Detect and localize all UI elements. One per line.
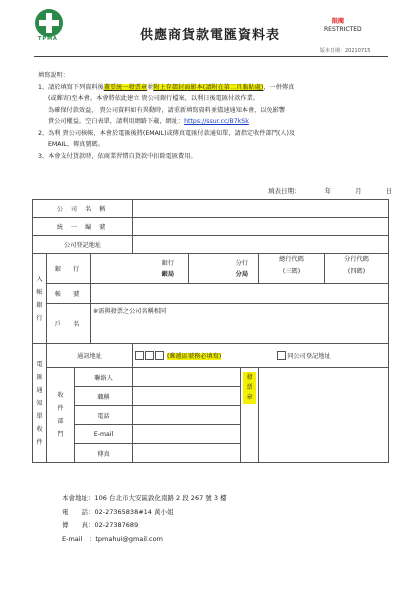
recv-char-4: 門	[57, 431, 64, 438]
account-name-label: 戶 名	[47, 304, 91, 344]
logo-text: TPMA	[38, 36, 58, 42]
email-label: E-mail	[75, 425, 133, 444]
company-name-field[interactable]	[133, 200, 389, 218]
branch-bureau-label: 分局	[235, 270, 249, 278]
download-link[interactable]: https://ssur.cc/B7kSk	[184, 118, 249, 125]
recv-char-1: 收	[57, 392, 64, 399]
notice-section-label	[33, 344, 47, 463]
invoice-stamp-label	[243, 372, 256, 404]
restricted-en: RESTRICTED	[324, 26, 362, 33]
note-1-highlight-stamp: 蓋妥統一發票章	[103, 83, 148, 91]
company-name-label: 公 司 名 稱	[33, 200, 133, 218]
branch-name-field[interactable]	[189, 254, 259, 284]
stamp-char-1: 發	[246, 374, 253, 381]
phone-label: 電話	[75, 406, 133, 425]
account-char-3: 銀	[36, 301, 43, 309]
job-title-label: 職稱	[75, 387, 133, 406]
account-name-note: ※需與發票之公司名稱相同	[93, 308, 167, 315]
note-1-line-1	[38, 82, 388, 94]
note-1-number: 1、	[38, 83, 49, 91]
email-field[interactable]	[133, 425, 241, 444]
remittance-form	[32, 199, 389, 463]
tax-id-field[interactable]	[133, 218, 389, 236]
bank-code-label: 總行代碼	[279, 256, 304, 263]
account-char-1: 入	[36, 275, 43, 283]
fill-date	[268, 186, 392, 195]
branch-col-label: 分行	[235, 259, 249, 267]
instructions-heading: 填寫說明：	[38, 72, 69, 79]
stamp-char-2: 票	[246, 384, 253, 391]
account-section-label	[33, 254, 47, 344]
note-1-text-a: 請於填寫下列資料後	[48, 83, 104, 91]
bank-label: 銀 行	[47, 254, 91, 284]
fax-field[interactable]	[133, 444, 241, 463]
footer-fax: 傳 真：02-27387689	[62, 521, 139, 529]
account-no-label: 帳 號	[47, 284, 91, 304]
zip-note: (郵遞區號務必填寫)	[167, 352, 222, 360]
bank-bureau-label: 銀局	[161, 270, 175, 278]
notice-char-1: 電	[36, 360, 43, 368]
stamp-char-3: 章	[246, 394, 253, 401]
tax-id-label: 統 一 編 號	[33, 218, 133, 236]
zip-box-1[interactable]	[135, 351, 144, 360]
zip-box-3[interactable]	[155, 351, 164, 360]
note-1-highlight-passbook: 附上存摺封面影本(請附在第二頁黏貼處)	[153, 83, 264, 91]
version-date: 版本日期：20210715	[320, 48, 371, 54]
mail-address-label: 通訊地址	[47, 344, 133, 368]
reg-address-field[interactable]	[133, 236, 389, 254]
recv-char-2: 件	[57, 405, 64, 412]
recv-char-3: 部	[57, 418, 64, 425]
phone-field[interactable]	[133, 406, 241, 425]
contact-info	[62, 492, 227, 546]
note-1-line-2: (或郵寄)至本會。本會將依此建立 貴公司銀行檔案，以利日後電匯付款作業。	[48, 95, 259, 102]
note-1-text-c: ，一併傳真	[263, 83, 295, 91]
restricted-label	[324, 18, 362, 34]
job-title-field[interactable]	[133, 387, 241, 406]
fill-date-month: 月	[355, 187, 362, 195]
branch-code-field[interactable]	[325, 254, 389, 284]
note-1-text-b: 並	[147, 83, 154, 91]
page-title: 供應商貨款電匯資料表	[139, 28, 280, 43]
fill-date-year: 年	[324, 187, 332, 195]
contact-label: 聯絡人	[75, 368, 133, 387]
reg-address-label: 公司登記地址	[33, 236, 133, 254]
same-as-reg-checkbox[interactable]	[277, 351, 286, 360]
recv-dept-label	[47, 368, 75, 463]
note-3-text: 本會支付貨款時，依商業習慣自貨款中扣除電匯費用。	[48, 152, 197, 160]
restricted-zh: 限閱	[332, 18, 345, 25]
bank-col-label: 銀行	[161, 259, 175, 267]
invoice-stamp-area[interactable]	[259, 368, 389, 463]
mail-address-field[interactable]	[133, 344, 389, 368]
branch-code-label: 分行代碼	[344, 256, 369, 263]
note-2-number: 2、	[38, 129, 49, 137]
account-no-field[interactable]	[91, 284, 389, 304]
note-1-text-download: 貴公司權益。空白表單，請利用網路下載，網址：	[48, 118, 185, 125]
note-1-line-4	[38, 116, 388, 128]
footer-tel: 電 話：02-27365838#14 黃小姐	[62, 507, 174, 516]
bank-name-field[interactable]	[91, 254, 189, 284]
footer-email: E-mail ：tpmahui@gmail.com	[62, 534, 163, 543]
note-1-line-3: 為確保付款效益， 貴公司資料如有異動時，請重新填寫資料並儘速通知本會，以免影響	[48, 106, 286, 114]
notice-char-3: 通	[36, 386, 43, 394]
fill-date-day: 日	[385, 187, 393, 195]
note-3-line-1	[38, 151, 388, 163]
notice-char-7: 件	[36, 438, 43, 446]
notice-char-6: 收	[36, 425, 43, 433]
invoice-stamp-column	[241, 368, 259, 463]
bank-code-sub: (三碼)	[282, 268, 301, 275]
notice-char-2: 匯	[36, 373, 43, 381]
bank-code-field[interactable]	[259, 254, 325, 284]
account-name-field[interactable]	[91, 304, 389, 344]
note-2-text: 為利 貴公司核帳，本會於電匯後將(EMAIL)或傳真電匯付款通知單，請指定收件部門(人)及	[48, 129, 296, 137]
note-3-number: 3、	[38, 152, 49, 160]
same-as-reg-label: 同公司登記地址	[287, 352, 331, 360]
instructions	[38, 70, 388, 162]
fill-date-label: 填表日期：	[268, 187, 301, 195]
contact-field[interactable]	[133, 368, 241, 387]
footer-address: 本會地址：106 台北市大安區敦化南路 2 段 267 號 3 樓	[62, 494, 227, 502]
zip-box-2[interactable]	[145, 351, 154, 360]
notice-char-5: 單	[36, 412, 43, 420]
notice-char-4: 知	[36, 399, 43, 407]
account-char-4: 行	[36, 314, 43, 322]
note-2-line-1	[38, 128, 388, 140]
header-divider	[34, 56, 388, 57]
branch-code-sub: (四碼)	[347, 268, 366, 275]
fax-label: 傳真	[75, 444, 133, 463]
note-2-line-2: EMAIL、傳真號碼。	[48, 141, 104, 148]
account-char-2: 帳	[36, 288, 43, 296]
